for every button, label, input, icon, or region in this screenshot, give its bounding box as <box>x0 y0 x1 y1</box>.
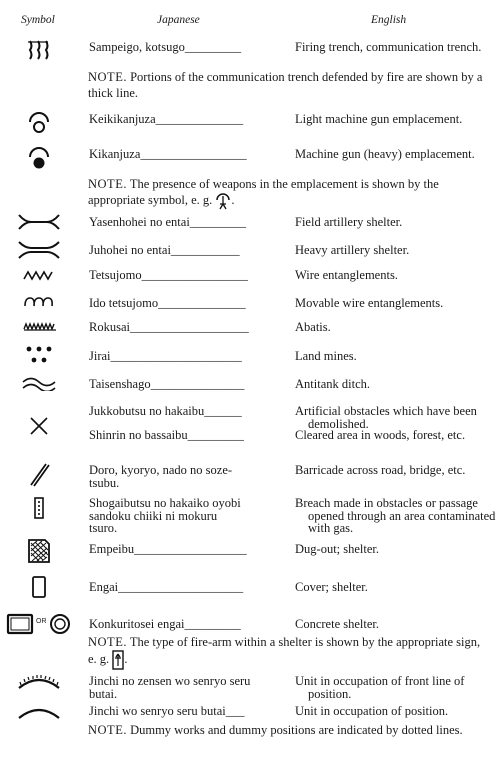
row-japanese: Empeibu__________________ <box>89 542 247 556</box>
row-japanese: Engai____________________ <box>89 580 244 594</box>
row-english: Cover; shelter. <box>295 580 368 594</box>
heavy-mg-emplacement-icon <box>2 145 76 171</box>
row-japanese: Jinchi wo senryo seru butai___ <box>89 704 245 718</box>
row-english: Wire entanglements. <box>295 268 398 282</box>
row-english: Movable wire entanglements. <box>295 296 444 310</box>
row-english: Abatis. <box>295 320 331 334</box>
row-english: Concrete shelter. <box>295 617 379 631</box>
row-japanese: Kikanjuza_________________ <box>89 147 247 161</box>
row-japanese: Taisenshago_______________ <box>89 377 245 391</box>
heavy-artillery-shelter-icon <box>2 240 76 260</box>
row-english: Barricade across road, bridge, etc. <box>295 463 466 477</box>
field-artillery-shelter-icon <box>2 213 76 231</box>
cover-icon <box>2 575 76 599</box>
row-english: Firing trench, communication trench. <box>295 40 482 54</box>
row-english: Antitank ditch. <box>295 377 370 391</box>
row-japanese: Ido tetsujomo______________ <box>89 296 246 310</box>
demolished-obstacle-icon <box>2 414 76 438</box>
concrete-shelter-icon <box>6 612 72 636</box>
row-japanese: Sampeigo, kotsugo_________ <box>89 40 242 54</box>
row-english: Machine gun (heavy) emplacement. <box>295 147 475 161</box>
row-english: Light machine gun emplacement. <box>295 112 463 126</box>
row-english: Land mines. <box>295 349 357 363</box>
row-japanese: Jirai_____________________ <box>89 349 242 363</box>
row-japanese: Jukkobutsu no hakaibu______ <box>89 404 242 418</box>
row-japanese: Jinchi no zensen wo senryo seru butai. <box>89 674 251 701</box>
dugout-icon <box>2 535 76 565</box>
abatis-icon <box>2 320 76 332</box>
row-japanese: Tetsujomo_________________ <box>89 268 248 282</box>
header-japanese: Japanese <box>157 14 200 26</box>
row-japanese: Yasenhohei no entai_________ <box>89 215 247 229</box>
row-english: Unit in occupation of position. <box>295 704 449 718</box>
row-english: Unit in occupation of front line of position. <box>295 674 465 701</box>
wire-entanglement-icon <box>2 268 76 282</box>
row-english: Field artillery shelter. <box>295 215 403 229</box>
light-mg-emplacement-icon <box>2 110 76 136</box>
firing-trench-icon <box>2 38 76 62</box>
header-symbol: Symbol <box>21 14 55 26</box>
breach-icon <box>2 496 76 520</box>
note: NOTE. Portions of the communication trench defended by fire are shown by a thick line. <box>88 70 483 100</box>
row-english: Breach made in obstacles or passage opened through an area contaminated with gas. <box>295 496 496 535</box>
row-japanese: Konkuritosei engai_________ <box>89 617 241 631</box>
antitank-ditch-icon <box>2 375 76 391</box>
row-english: Artificial obstacles which have been demolished. <box>295 404 477 431</box>
firearm-sign-example-icon <box>112 650 124 670</box>
land-mines-icon <box>2 345 76 365</box>
row-japanese: Shinrin no bassaibu_________ <box>89 428 244 442</box>
note: NOTE. The presence of weapons in the emplacement is shown by the appropriate symbol, e. g. . <box>88 176 488 210</box>
barricade-icon <box>2 460 76 488</box>
row-english: Dug-out; shelter. <box>295 542 380 556</box>
row-english: Heavy artillery shelter. <box>295 243 410 257</box>
row-japanese: Doro, kyoryo, nado no soze- tsubu. <box>89 463 233 490</box>
weapon-emplacement-example-icon <box>215 192 231 210</box>
movable-wire-icon <box>2 294 76 310</box>
front-line-unit-icon <box>2 673 76 691</box>
row-japanese: Rokusai___________________ <box>89 320 249 334</box>
or-label: OR <box>36 618 47 625</box>
header-english: English <box>371 14 407 26</box>
row-english: Cleared area in woods, forest, etc. <box>295 428 466 442</box>
row-japanese: Juhohei no entai___________ <box>89 243 240 257</box>
note: NOTE. The type of fire-arm within a shelter is shown by the appropriate sign, e. g. . <box>88 634 488 670</box>
note: NOTE. Dummy works and dummy positions are indicated by dotted lines. <box>88 723 463 737</box>
row-japanese: Shogaibutsu no hakaiko oyobi sandoku chiiki ni mokuru tsuro. <box>89 496 241 535</box>
position-unit-icon <box>2 703 76 721</box>
row-japanese: Keikikanjuza______________ <box>89 112 244 126</box>
